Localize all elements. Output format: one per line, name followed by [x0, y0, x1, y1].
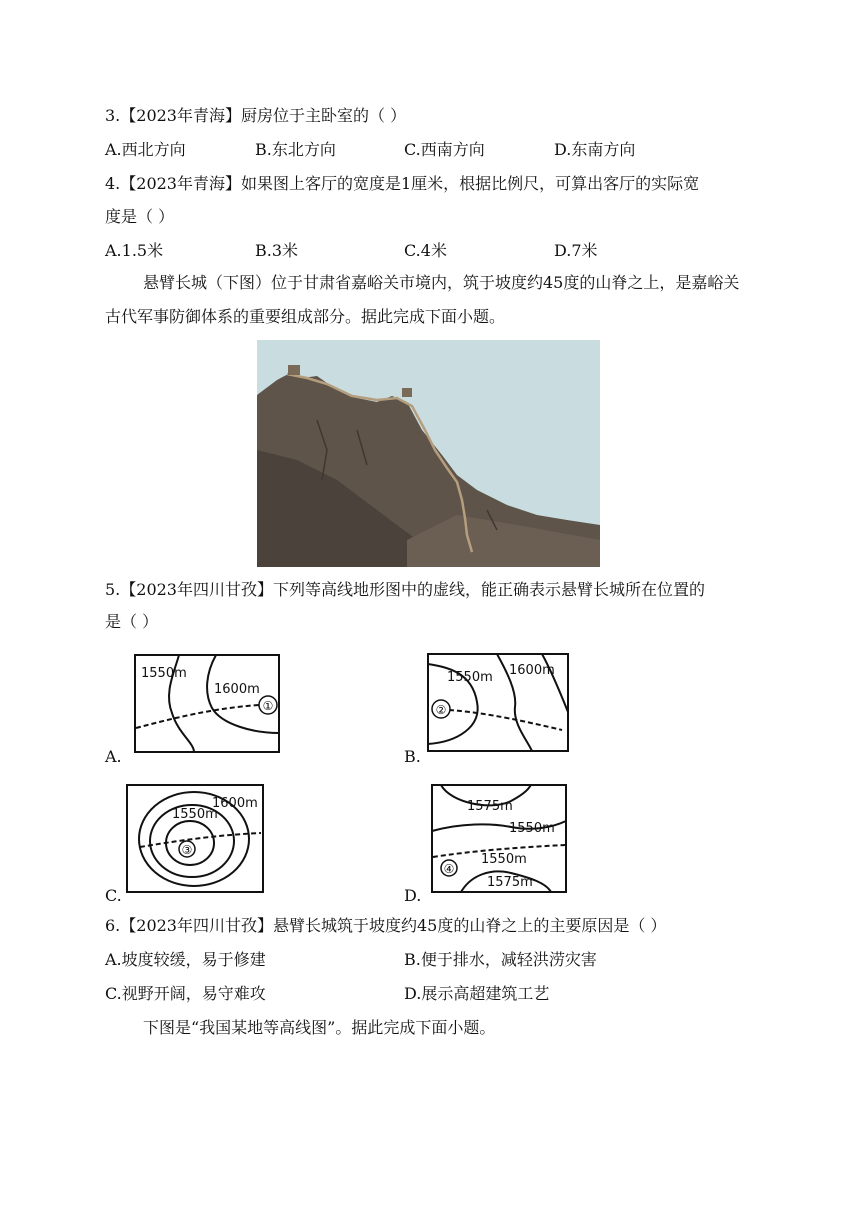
- map-d-label-1550-mid: 1550m: [481, 852, 527, 867]
- q5-stem-line2: 是（ ）: [105, 612, 159, 631]
- map-a-label-1600: 1600m: [214, 682, 260, 697]
- contour-map-c: [126, 783, 266, 895]
- contour-map-d: [431, 783, 569, 895]
- q6-option-c: C.视野开阔，易守难攻: [105, 984, 266, 1003]
- map-b-label-1550: 1550m: [447, 670, 493, 685]
- q4-option-a: A.1.5米: [105, 241, 164, 260]
- map-c-label-1600: 1600m: [212, 796, 258, 811]
- map-c-option: C.: [105, 886, 122, 905]
- q6-option-a: A.坡度较缓，易于修建: [105, 950, 266, 969]
- q5-stem-line1: 5.【2023年四川甘孜】下列等高线地形图中的虚线，能正确表示悬臂长城所在位置的: [105, 580, 705, 599]
- contour-map-b: [427, 652, 571, 754]
- map-a-label-1550: 1550m: [141, 666, 187, 681]
- map-c-marker: ③: [181, 843, 193, 857]
- q3-option-b: B.东北方向: [255, 140, 336, 159]
- q3-option-d: D.东南方向: [554, 140, 636, 159]
- map-d-label-1550-right: 1550m: [509, 821, 555, 836]
- contour-map-a: [134, 653, 282, 755]
- map-b-label-1600: 1600m: [509, 663, 555, 678]
- map-d-option: D.: [404, 886, 422, 905]
- map-d-label-1575-bottom: 1575m: [487, 875, 533, 890]
- map-b-option: B.: [404, 747, 421, 766]
- q4-stem-line2: 度是（ ）: [105, 207, 175, 226]
- map-a-marker: ①: [262, 699, 274, 713]
- map-d-marker: ④: [443, 862, 455, 876]
- q3-stem: 3.【2023年青海】厨房位于主卧室的（ ）: [105, 106, 407, 125]
- q6-option-b: B.便于排水，减轻洪涝灾害: [404, 950, 597, 969]
- q3-option-a: A.西北方向: [105, 140, 186, 159]
- intro-paragraph-2: 下图是“我国某地等高线图”。据此完成下面小题。: [143, 1018, 496, 1037]
- map-d-label-1575-top: 1575m: [467, 799, 513, 814]
- q6-option-d: D.展示高超建筑工艺: [404, 984, 550, 1003]
- map-b-marker: ②: [435, 703, 447, 717]
- q4-stem-line1: 4.【2023年青海】如果图上客厅的宽度是1厘米，根据比例尺，可算出客厅的实际宽: [105, 174, 700, 193]
- map-a-option: A.: [105, 747, 122, 766]
- great-wall-photo: [257, 340, 600, 567]
- q4-option-d: D.7米: [554, 241, 598, 260]
- q6-stem: 6.【2023年四川甘孜】悬臂长城筑于坡度约45度的山脊之上的主要原因是（ ）: [105, 916, 667, 935]
- q4-option-c: C.4米: [404, 241, 447, 260]
- intro-paragraph-1: 悬臂长城（下图）位于甘肃省嘉峪关市境内，筑于坡度约45度的山脊之上，是嘉峪关古代军事防御体系的重要组成部分。据此完成下面小题。: [105, 273, 740, 326]
- q3-option-c: C.西南方向: [404, 140, 485, 159]
- q4-option-b: B.3米: [255, 241, 299, 260]
- map-c-label-1550: 1550m: [172, 807, 218, 822]
